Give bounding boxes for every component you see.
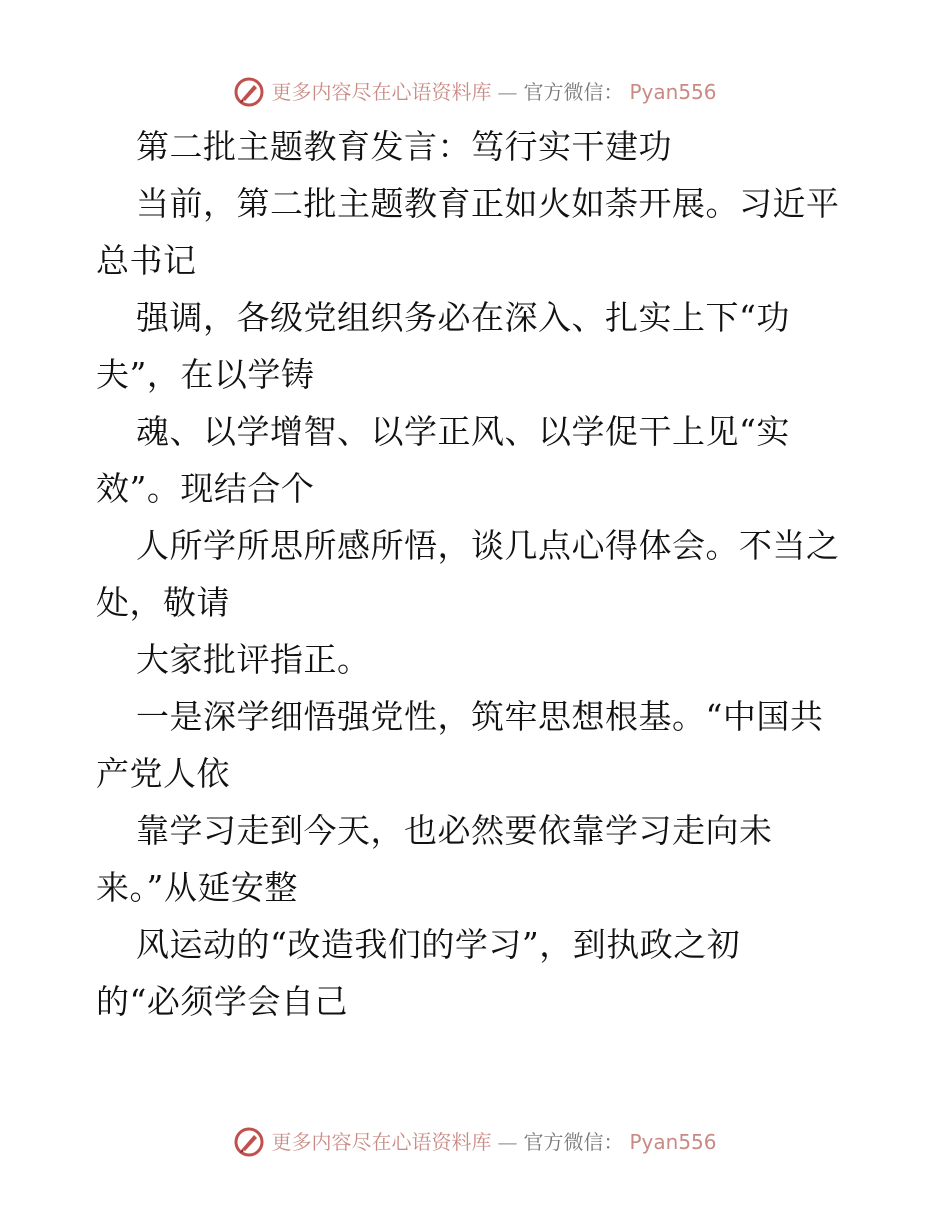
text-line: 强调，各级党组织务必在深入、扎实上下“功 xyxy=(136,298,790,337)
text-line: 大家批评指正。 xyxy=(136,640,371,679)
watermark-id: Pyan556 xyxy=(629,80,717,104)
watermark-dash: — xyxy=(497,80,518,104)
text-line: 靠学习走到今天，也必然要依靠学习走向未 xyxy=(136,811,773,850)
pen-logo-icon xyxy=(233,1126,265,1158)
text-line: 效”。现结合个 xyxy=(96,469,315,508)
text-line: 一是深学细悟强党性，筑牢思想根基。“中国共 xyxy=(136,697,824,736)
document-title: 第二批主题教育发言：笃行实干建功 xyxy=(136,127,672,166)
text-line: 人所学所思所感所悟，谈几点心得体会。不当之 xyxy=(136,526,840,565)
footer-watermark xyxy=(0,1126,950,1158)
text-line: 总书记 xyxy=(96,241,197,280)
watermark-text: 更多内容尽在心语资料库 xyxy=(271,1130,492,1154)
text-line: 来。”从延安整 xyxy=(96,868,298,907)
text-line: 风运动的“改造我们的学习”，到执政之初 xyxy=(136,925,741,964)
document-body xyxy=(96,118,856,1030)
watermark-dash: — xyxy=(497,1130,518,1154)
watermark-label: 官方微信： xyxy=(523,1130,624,1154)
text-line: 的“必须学会自己 xyxy=(96,982,348,1021)
text-line: 处，敬请 xyxy=(96,583,230,622)
watermark-label: 官方微信： xyxy=(523,80,624,104)
text-line: 产党人依 xyxy=(96,754,230,793)
text-line: 魂、以学增智、以学正风、以学促干上见“实 xyxy=(136,412,790,451)
text-line: 夫”，在以学铸 xyxy=(96,355,315,394)
watermark-id: Pyan556 xyxy=(629,1130,717,1154)
pen-logo-icon xyxy=(233,76,265,108)
header-watermark xyxy=(0,76,950,108)
text-line: 当前，第二批主题教育正如火如荼开展。习近平 xyxy=(136,184,840,223)
watermark-text: 更多内容尽在心语资料库 xyxy=(271,80,492,104)
